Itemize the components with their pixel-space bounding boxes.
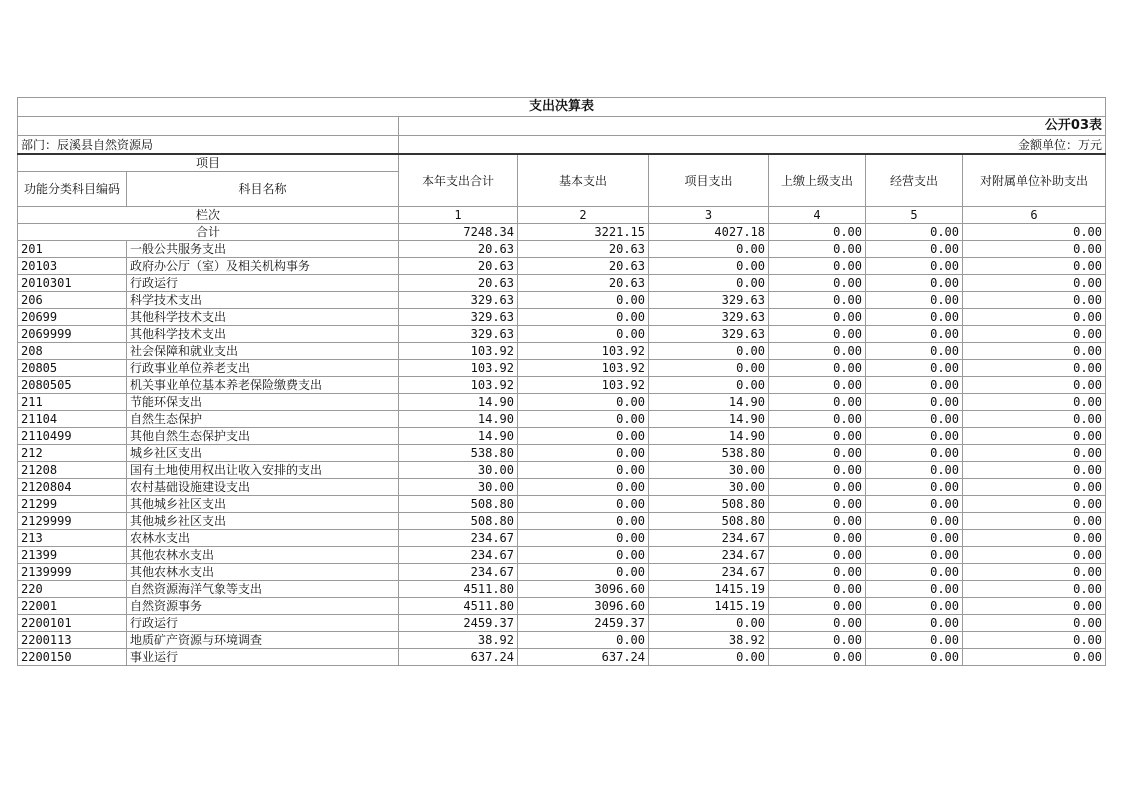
table-tag: 公开03表 [399, 117, 1106, 136]
table-row [18, 530, 1106, 547]
table-row [18, 428, 1106, 445]
row-value: 329.63 [649, 326, 769, 343]
row-value: 0.00 [518, 564, 649, 581]
row-value: 0.00 [963, 632, 1106, 649]
row-value: 0.00 [866, 649, 963, 666]
row-code: 2110499 [18, 428, 127, 445]
row-code: 21399 [18, 547, 127, 564]
row-value: 14.90 [399, 428, 518, 445]
row-value: 0.00 [866, 598, 963, 615]
header-code: 功能分类科目编码 [18, 172, 127, 207]
row-name: 其他城乡社区支出 [127, 513, 399, 530]
row-name: 其他科学技术支出 [127, 326, 399, 343]
table-row [18, 496, 1106, 513]
row-value: 0.00 [769, 598, 866, 615]
table-row [18, 649, 1106, 666]
table-row [18, 513, 1106, 530]
row-value: 0.00 [866, 258, 963, 275]
row-name: 自然生态保护 [127, 411, 399, 428]
row-code: 213 [18, 530, 127, 547]
table-row [18, 309, 1106, 326]
row-value: 329.63 [399, 309, 518, 326]
row-value: 0.00 [963, 241, 1106, 258]
header-project-expense: 项目支出 [649, 154, 769, 207]
table-row [18, 343, 1106, 360]
total-value: 0.00 [963, 224, 1106, 241]
row-value: 0.00 [963, 275, 1106, 292]
row-value: 0.00 [769, 513, 866, 530]
row-name: 地质矿产资源与环境调查 [127, 632, 399, 649]
expenditure-table [17, 97, 1106, 666]
header-name: 科目名称 [127, 172, 399, 207]
table-row [18, 479, 1106, 496]
total-label: 合计 [18, 224, 399, 241]
row-name: 节能环保支出 [127, 394, 399, 411]
expenditure-sheet [17, 97, 1105, 666]
row-value: 14.90 [399, 411, 518, 428]
table-row [18, 632, 1106, 649]
row-value: 0.00 [769, 445, 866, 462]
row-code: 2200101 [18, 615, 127, 632]
row-code: 208 [18, 343, 127, 360]
row-name: 一般公共服务支出 [127, 241, 399, 258]
row-value: 14.90 [399, 394, 518, 411]
row-value: 0.00 [866, 445, 963, 462]
row-value: 0.00 [649, 343, 769, 360]
table-row [18, 615, 1106, 632]
row-code: 22001 [18, 598, 127, 615]
row-value: 0.00 [963, 513, 1106, 530]
row-value: 0.00 [769, 377, 866, 394]
row-value: 0.00 [866, 394, 963, 411]
row-value: 0.00 [769, 241, 866, 258]
row-code: 21208 [18, 462, 127, 479]
row-value: 0.00 [866, 309, 963, 326]
total-value: 0.00 [866, 224, 963, 241]
row-value: 0.00 [769, 615, 866, 632]
header-project: 项目 [18, 154, 399, 172]
row-name: 国有土地使用权出让收入安排的支出 [127, 462, 399, 479]
row-value: 0.00 [866, 615, 963, 632]
table-row [18, 547, 1106, 564]
row-value: 0.00 [649, 360, 769, 377]
row-name: 行政运行 [127, 615, 399, 632]
row-value: 0.00 [649, 258, 769, 275]
row-value: 0.00 [866, 292, 963, 309]
table-row [18, 411, 1106, 428]
row-name: 社会保障和就业支出 [127, 343, 399, 360]
row-value: 0.00 [866, 343, 963, 360]
table-row [18, 394, 1106, 411]
row-value: 234.67 [399, 564, 518, 581]
row-value: 0.00 [866, 326, 963, 343]
row-code: 21104 [18, 411, 127, 428]
row-code: 201 [18, 241, 127, 258]
row-value: 0.00 [649, 377, 769, 394]
table-row [18, 377, 1106, 394]
row-value: 0.00 [963, 292, 1106, 309]
row-value: 0.00 [866, 428, 963, 445]
row-value: 0.00 [769, 292, 866, 309]
row-value: 0.00 [963, 428, 1106, 445]
row-value: 0.00 [963, 360, 1106, 377]
table-row [18, 275, 1106, 292]
table-row [18, 258, 1106, 275]
row-value: 1415.19 [649, 581, 769, 598]
row-value: 0.00 [518, 513, 649, 530]
row-value: 0.00 [963, 411, 1106, 428]
row-value: 4511.80 [399, 598, 518, 615]
header-business: 经营支出 [866, 154, 963, 207]
row-value: 0.00 [649, 615, 769, 632]
row-value: 30.00 [399, 462, 518, 479]
row-value: 329.63 [399, 326, 518, 343]
row-value: 30.00 [649, 479, 769, 496]
row-name: 事业运行 [127, 649, 399, 666]
row-value: 2459.37 [399, 615, 518, 632]
total-row [18, 224, 1106, 241]
row-value: 0.00 [963, 377, 1106, 394]
row-value: 0.00 [769, 258, 866, 275]
row-name: 其他农林水支出 [127, 564, 399, 581]
row-value: 0.00 [963, 547, 1106, 564]
row-value: 3096.60 [518, 581, 649, 598]
row-name: 其他自然生态保护支出 [127, 428, 399, 445]
table-row [18, 598, 1106, 615]
row-value: 4511.80 [399, 581, 518, 598]
row-value: 0.00 [963, 258, 1106, 275]
row-value: 0.00 [649, 275, 769, 292]
index-col: 4 [769, 207, 866, 224]
row-value: 0.00 [518, 411, 649, 428]
row-value: 0.00 [769, 530, 866, 547]
row-value: 103.92 [399, 377, 518, 394]
row-value: 0.00 [866, 411, 963, 428]
row-value: 329.63 [649, 292, 769, 309]
row-name: 机关事业单位基本养老保险缴费支出 [127, 377, 399, 394]
row-value: 0.00 [866, 479, 963, 496]
row-name: 自然资源事务 [127, 598, 399, 615]
row-value: 0.00 [963, 479, 1106, 496]
index-col: 2 [518, 207, 649, 224]
row-code: 2010301 [18, 275, 127, 292]
row-code: 2069999 [18, 326, 127, 343]
row-code: 2120804 [18, 479, 127, 496]
row-value: 0.00 [769, 564, 866, 581]
row-value: 0.00 [769, 326, 866, 343]
index-col: 3 [649, 207, 769, 224]
row-value: 0.00 [518, 445, 649, 462]
row-value: 20.63 [518, 275, 649, 292]
row-value: 103.92 [399, 343, 518, 360]
row-value: 637.24 [518, 649, 649, 666]
row-value: 0.00 [769, 649, 866, 666]
row-value: 0.00 [866, 581, 963, 598]
row-value: 0.00 [963, 326, 1106, 343]
row-value: 0.00 [518, 428, 649, 445]
row-value: 2459.37 [518, 615, 649, 632]
row-value: 0.00 [518, 462, 649, 479]
unit-label: 金额单位：万元 [399, 136, 1106, 155]
row-name: 行政运行 [127, 275, 399, 292]
row-value: 0.00 [518, 326, 649, 343]
row-code: 20805 [18, 360, 127, 377]
row-value: 0.00 [866, 564, 963, 581]
index-col: 5 [866, 207, 963, 224]
row-name: 农林水支出 [127, 530, 399, 547]
row-value: 637.24 [399, 649, 518, 666]
row-value: 0.00 [518, 394, 649, 411]
header-subsidy: 对附属单位补助支出 [963, 154, 1106, 207]
row-code: 2200150 [18, 649, 127, 666]
row-value: 0.00 [769, 343, 866, 360]
row-value: 30.00 [649, 462, 769, 479]
index-col: 1 [399, 207, 518, 224]
total-value: 4027.18 [649, 224, 769, 241]
row-value: 0.00 [866, 496, 963, 513]
row-value: 20.63 [518, 241, 649, 258]
row-value: 0.00 [866, 462, 963, 479]
row-code: 2139999 [18, 564, 127, 581]
row-value: 234.67 [399, 547, 518, 564]
row-value: 0.00 [866, 275, 963, 292]
row-value: 0.00 [518, 632, 649, 649]
row-value: 329.63 [399, 292, 518, 309]
row-value: 14.90 [649, 428, 769, 445]
row-value: 0.00 [963, 343, 1106, 360]
row-value: 0.00 [963, 615, 1106, 632]
row-value: 508.80 [399, 496, 518, 513]
row-code: 206 [18, 292, 127, 309]
total-value: 7248.34 [399, 224, 518, 241]
row-value: 103.92 [518, 343, 649, 360]
row-name: 其他城乡社区支出 [127, 496, 399, 513]
header-basic: 基本支出 [518, 154, 649, 207]
row-value: 0.00 [649, 241, 769, 258]
row-code: 20699 [18, 309, 127, 326]
row-value: 1415.19 [649, 598, 769, 615]
row-value: 30.00 [399, 479, 518, 496]
row-value: 508.80 [649, 496, 769, 513]
row-value: 0.00 [769, 428, 866, 445]
table-row [18, 462, 1106, 479]
row-value: 0.00 [963, 394, 1106, 411]
index-row-label: 栏次 [18, 207, 399, 224]
row-value: 0.00 [963, 496, 1106, 513]
total-value: 0.00 [769, 224, 866, 241]
row-value: 234.67 [399, 530, 518, 547]
row-code: 2080505 [18, 377, 127, 394]
row-value: 0.00 [769, 632, 866, 649]
row-value: 0.00 [518, 530, 649, 547]
row-value: 234.67 [649, 564, 769, 581]
row-code: 211 [18, 394, 127, 411]
row-value: 14.90 [649, 411, 769, 428]
row-value: 20.63 [518, 258, 649, 275]
row-value: 0.00 [769, 479, 866, 496]
row-value: 0.00 [769, 394, 866, 411]
row-value: 0.00 [769, 360, 866, 377]
row-value: 0.00 [866, 360, 963, 377]
row-name: 政府办公厅（室）及相关机构事务 [127, 258, 399, 275]
row-value: 14.90 [649, 394, 769, 411]
row-value: 0.00 [769, 411, 866, 428]
table-row [18, 445, 1106, 462]
row-value: 0.00 [518, 292, 649, 309]
department-label: 部门：辰溪县自然资源局 [18, 136, 399, 155]
table-row [18, 581, 1106, 598]
row-value: 0.00 [518, 547, 649, 564]
row-code: 2129999 [18, 513, 127, 530]
row-value: 0.00 [866, 547, 963, 564]
row-value: 508.80 [399, 513, 518, 530]
row-value: 0.00 [963, 530, 1106, 547]
row-value: 0.00 [963, 581, 1106, 598]
row-name: 其他科学技术支出 [127, 309, 399, 326]
table-row [18, 564, 1106, 581]
row-name: 科学技术支出 [127, 292, 399, 309]
index-col: 6 [963, 207, 1106, 224]
row-name: 自然资源海洋气象等支出 [127, 581, 399, 598]
row-value: 538.80 [649, 445, 769, 462]
row-value: 0.00 [518, 496, 649, 513]
row-value: 0.00 [866, 632, 963, 649]
row-value: 3096.60 [518, 598, 649, 615]
row-value: 20.63 [399, 275, 518, 292]
row-value: 234.67 [649, 530, 769, 547]
row-value: 0.00 [963, 564, 1106, 581]
row-value: 0.00 [769, 275, 866, 292]
row-value: 20.63 [399, 241, 518, 258]
row-value: 0.00 [963, 598, 1106, 615]
row-code: 21299 [18, 496, 127, 513]
row-value: 103.92 [518, 360, 649, 377]
row-value: 103.92 [518, 377, 649, 394]
row-value: 103.92 [399, 360, 518, 377]
row-code: 212 [18, 445, 127, 462]
row-value: 0.00 [769, 309, 866, 326]
row-value: 0.00 [866, 513, 963, 530]
row-value: 0.00 [518, 479, 649, 496]
row-name: 城乡社区支出 [127, 445, 399, 462]
row-name: 行政事业单位养老支出 [127, 360, 399, 377]
row-value: 20.63 [399, 258, 518, 275]
row-value: 0.00 [518, 309, 649, 326]
row-name: 其他农林水支出 [127, 547, 399, 564]
row-value: 0.00 [963, 649, 1106, 666]
header-total: 本年支出合计 [399, 154, 518, 207]
row-code: 20103 [18, 258, 127, 275]
row-code: 220 [18, 581, 127, 598]
row-name: 农村基础设施建设支出 [127, 479, 399, 496]
row-code: 2200113 [18, 632, 127, 649]
row-value: 0.00 [866, 241, 963, 258]
table-row [18, 360, 1106, 377]
total-value: 3221.15 [518, 224, 649, 241]
row-value: 508.80 [649, 513, 769, 530]
table-row [18, 241, 1106, 258]
row-value: 0.00 [769, 547, 866, 564]
row-value: 538.80 [399, 445, 518, 462]
table-row [18, 292, 1106, 309]
row-value: 38.92 [649, 632, 769, 649]
table-row [18, 326, 1106, 343]
row-value: 234.67 [649, 547, 769, 564]
row-value: 0.00 [769, 581, 866, 598]
row-value: 0.00 [649, 649, 769, 666]
row-value: 329.63 [649, 309, 769, 326]
row-value: 0.00 [866, 377, 963, 394]
row-value: 0.00 [769, 462, 866, 479]
row-value: 0.00 [866, 530, 963, 547]
row-value: 0.00 [769, 496, 866, 513]
table-title: 支出决算表 [18, 98, 1106, 117]
row-value: 0.00 [963, 445, 1106, 462]
header-upper: 上缴上级支出 [769, 154, 866, 207]
row-value: 38.92 [399, 632, 518, 649]
row-value: 0.00 [963, 462, 1106, 479]
row-value: 0.00 [963, 309, 1106, 326]
